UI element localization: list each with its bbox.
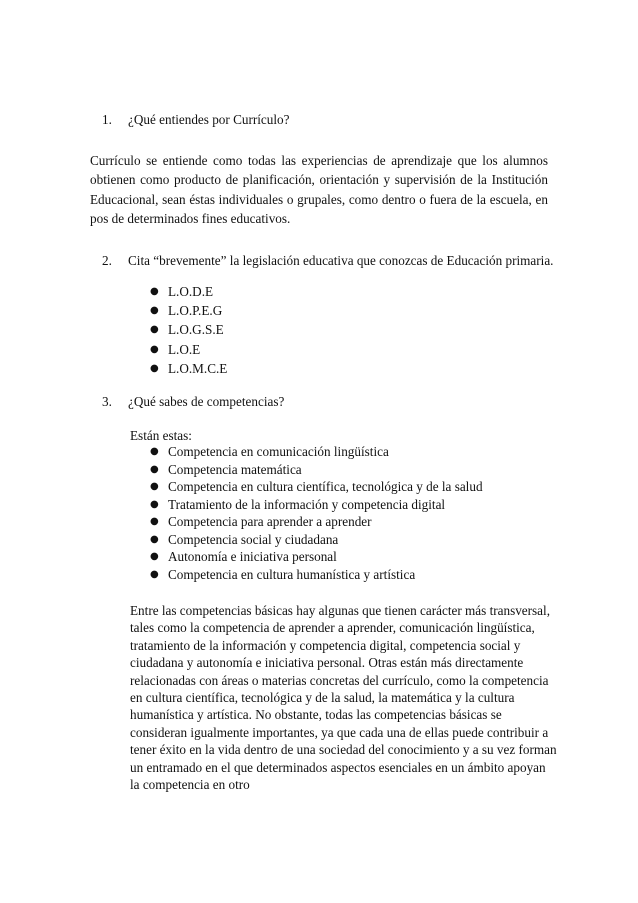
question-3-text: ¿Qué sabes de competencias? xyxy=(128,394,285,409)
list-item: ● Competencia en comunicación lingüística xyxy=(150,444,389,459)
list-item: ● L.O.E xyxy=(150,340,227,359)
question-3-number: 3. xyxy=(102,394,112,409)
bullet-icon: ● xyxy=(150,568,159,580)
bullet-icon: ● xyxy=(150,362,159,374)
bullet-icon: ● xyxy=(150,343,159,355)
answer-3-line: ciudadana y autonomía e iniciativa personal. Otras están más directamente xyxy=(130,655,524,671)
bullet-icon: ● xyxy=(150,286,159,297)
answer-3-line: consideran igualmente importantes, ya que cada una de ellas puede contribuir a xyxy=(130,724,549,740)
list-item: ● Competencia en cultura científica, tecnológica y de la salud xyxy=(150,479,483,494)
bullet-icon: ● xyxy=(150,324,159,336)
question-3 xyxy=(102,394,284,410)
list-item: ● Competencia en cultura humanística y artística xyxy=(150,566,416,582)
answer-3-line: la competencia en otro xyxy=(130,777,250,793)
list-item: ● Competencia social y ciudadana xyxy=(150,531,339,547)
question-2-text: Cita “brevemente” la legislación educativa que conozcas de Educación primaria. xyxy=(128,253,554,268)
question-2-number: 2. xyxy=(102,253,112,268)
bullet-icon: ● xyxy=(150,516,159,527)
list-item: ● Tratamiento de la información y competencia digital xyxy=(150,496,446,512)
list-item: ● L.O.D.E xyxy=(150,282,227,301)
list-item: ● Competencia matemática xyxy=(150,461,302,477)
answer-1-line: pos de determinados fines educativos. xyxy=(90,210,291,226)
answer-1-line: Educacional, sean éstas individuales o grupales, como dentro o fuera de la escuela, en xyxy=(90,191,548,207)
bullet-icon: ● xyxy=(150,446,159,457)
answer-1-line: Currículo se entiende como todas las experiencias de aprendizaje que los alumnos xyxy=(90,153,548,168)
answer-3-line: humanística y artística. No obstante, todas las competencias básicas se xyxy=(130,707,502,723)
bullet-icon: ● xyxy=(150,463,159,475)
answer-3-line: tratamiento de la información y competencia digital, competencia social y xyxy=(130,637,521,653)
bullet-icon: ● xyxy=(150,498,159,510)
question-2 xyxy=(102,253,553,269)
bullet-icon: ● xyxy=(150,551,159,562)
competencias-list xyxy=(150,443,483,583)
bullet-icon: ● xyxy=(150,533,159,545)
question-1-text: ¿Qué entiendes por Currículo? xyxy=(128,112,290,127)
answer-3-line: tales como la competencia de aprender a aprender, comunicación lingüística, xyxy=(130,620,535,636)
answer-3-line: relacionadas con áreas o materias concretas del currículo, como la competencia xyxy=(130,672,549,688)
answer-3-line: Entre las competencias básicas hay algunas que tienen carácter más transversal, xyxy=(130,603,550,618)
answer-3-line: en cultura científica, tecnológica y de la salud, la matemática y la cultura xyxy=(130,690,515,706)
answer-3-paragraph xyxy=(130,602,557,793)
list-item: ● Competencia para aprender a aprender xyxy=(150,514,372,529)
competencias-intro: Están estas: xyxy=(130,428,192,443)
list-item: ● L.O.P.E.G xyxy=(150,301,227,320)
list-item: ● L.O.M.C.E xyxy=(150,359,227,378)
answer-1-line: obtienen como producto de planificación, orientación y supervisión de la Institución xyxy=(90,172,548,188)
question-1-number: 1. xyxy=(102,112,112,127)
bullet-icon: ● xyxy=(150,305,159,317)
legislation-list xyxy=(150,282,227,378)
list-item: ● L.O.G.S.E xyxy=(150,320,227,339)
question-1 xyxy=(102,112,290,128)
answer-3-line: un entramado en el que determinados aspectos esenciales en un ámbito apoyan xyxy=(130,759,546,775)
answer-3-line: tener éxito en la vida dentro de una sociedad del conocimiento y a su vez forman xyxy=(130,742,557,758)
bullet-icon: ● xyxy=(150,481,159,492)
list-item: ● Autonomía e iniciativa personal xyxy=(150,549,337,564)
answer-1-paragraph xyxy=(90,151,548,228)
